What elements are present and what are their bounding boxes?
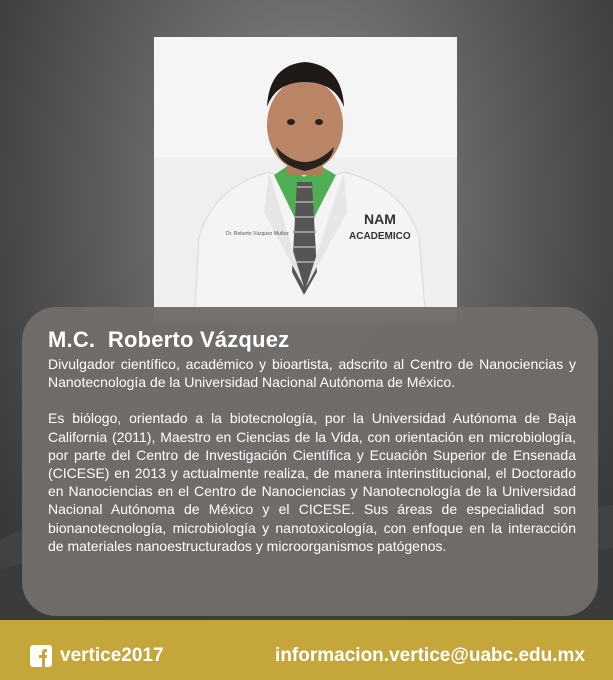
bio-card <box>22 307 598 616</box>
portrait-photo <box>154 37 457 322</box>
coat-badge: NAM <box>364 211 396 227</box>
coat-label: ACADEMICO <box>349 231 411 242</box>
profile-bio: Es biólogo, orientado a la biotecnología, por la Universidad Autónoma de Baja California (2011), Maestro en Ciencias de la Vida, con orientación en microbiología, por parte del Centro de Investigación Científica y Ecuación Superior de Ensenada (CICESE) en 2013 y actualmente realiza, de manera interinstitucional, el Doctorado en Nanociencias en el Centro de Nanociencias y Nanotecnología de la Universidad Nacional Autónoma de México y el CICESE. Sus áreas de especialidad son bionanotecnología, microbiología y nanotoxicología, con enfoque en la interacción de materiales nanoestructurados y microorganismos patógenos. <box>48 410 576 554</box>
name-tag: Dr. Roberto Vázquez Muñoz <box>226 231 289 237</box>
facebook-icon[interactable] <box>30 645 52 667</box>
contact-email[interactable]: informacion.vertice@uabc.edu.mx <box>275 645 585 666</box>
profile-intro: Divulgador científico, académico y bioartista, adscrito al Centro de Nanociencias y Nanotecnología de la Universidad Nacional Autónoma de México. <box>48 356 576 391</box>
profile-name: M.C. Roberto Vázquez <box>48 327 290 352</box>
social-handle[interactable]: vertice2017 <box>60 645 164 666</box>
